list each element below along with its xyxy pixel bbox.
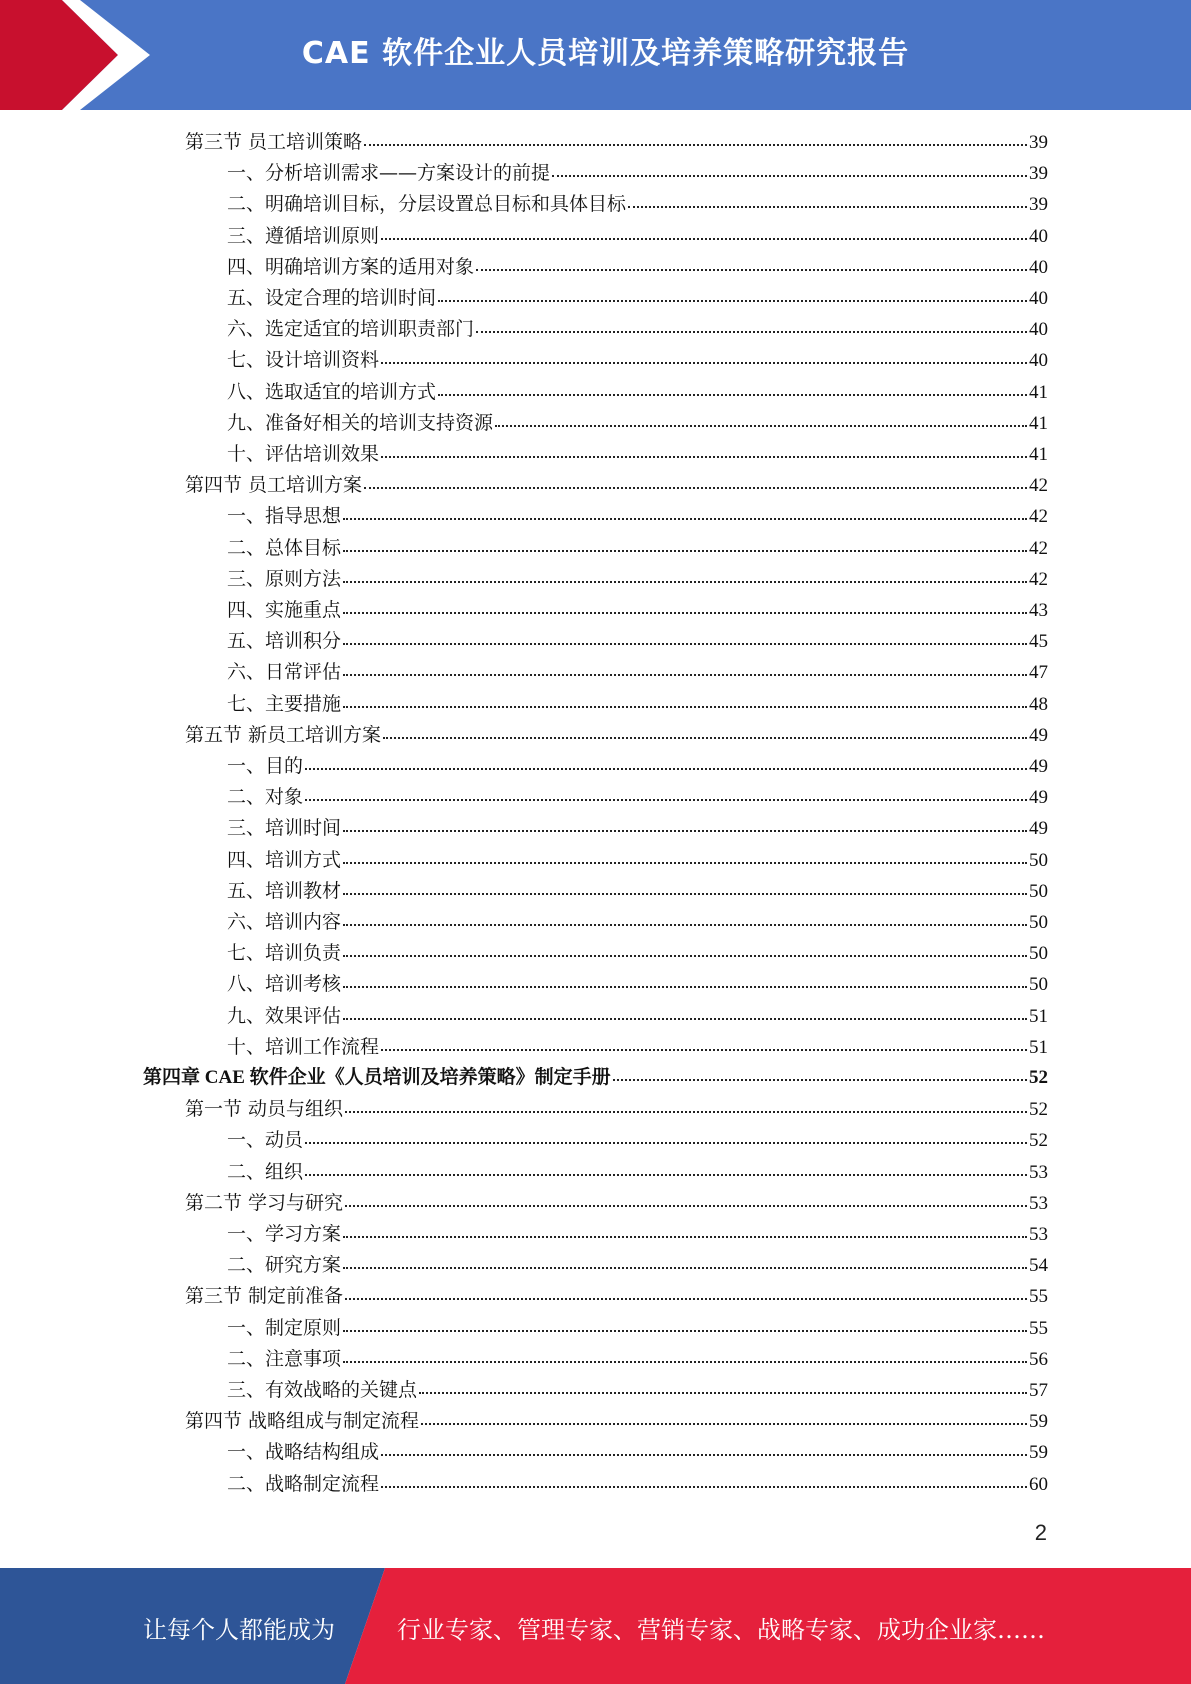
toc-entry[interactable]: [227, 1158, 1048, 1186]
dot-leader: [343, 816, 1027, 832]
toc-entry-page: 55: [1029, 1318, 1048, 1339]
dot-leader: [364, 130, 1027, 146]
toc-entry-label: 一、制定原则: [227, 1317, 342, 1339]
toc-entry-page: 50: [1029, 912, 1048, 933]
dot-leader: [343, 1004, 1027, 1020]
report-title: CAE 软件企业人员培训及培养策略研究报告: [301, 36, 910, 71]
toc-entry[interactable]: [227, 658, 1048, 686]
toc-entry-label: 七、主要措施: [227, 693, 342, 715]
toc-entry[interactable]: [227, 253, 1048, 281]
dot-leader: [438, 380, 1027, 396]
dot-leader: [343, 910, 1027, 926]
toc-entry-label: 四、实施重点: [227, 599, 342, 621]
toc-entry-label: 第一节 动员与组织: [185, 1098, 344, 1120]
toc-entry-page: 52: [1029, 1130, 1048, 1151]
toc-entry[interactable]: [185, 471, 1048, 499]
toc-entry-page: 41: [1029, 382, 1048, 403]
toc-entry[interactable]: [227, 1345, 1048, 1373]
dot-leader: [613, 1065, 1027, 1081]
dot-leader: [343, 1316, 1027, 1332]
dot-leader: [345, 1191, 1027, 1207]
toc-entry-label: 第二节 学习与研究: [185, 1192, 344, 1214]
toc-entry-label: 二、组织: [227, 1161, 304, 1183]
dot-leader: [343, 536, 1027, 552]
toc-entry-page: 59: [1029, 1442, 1048, 1463]
toc-entry-label: 十、评估培训效果: [227, 443, 380, 465]
toc-entry[interactable]: [227, 627, 1048, 655]
toc-entry-label: 二、战略制定流程: [227, 1473, 380, 1495]
toc-entry-label: 五、培训积分: [227, 630, 342, 652]
toc-entry-page: 40: [1029, 350, 1048, 371]
footer-banner: [0, 1568, 1191, 1684]
toc-entry-page: 53: [1029, 1193, 1048, 1214]
toc-entry[interactable]: [185, 128, 1048, 156]
toc-entry-label: 八、选取适宜的培训方式: [227, 381, 437, 403]
toc-entry-label: 一、动员: [227, 1129, 304, 1151]
toc-entry-page: 54: [1029, 1255, 1048, 1276]
toc-entry-page: 41: [1029, 413, 1048, 434]
toc-entry-label: 四、明确培训方案的适用对象: [227, 256, 475, 278]
dot-leader: [381, 1035, 1027, 1051]
dot-leader: [305, 785, 1027, 801]
toc-entry[interactable]: [227, 315, 1048, 343]
toc-entry-label: 五、培训教材: [227, 880, 342, 902]
toc-entry-label: 第四节 战略组成与制定流程: [185, 1410, 420, 1432]
dot-leader: [364, 473, 1027, 489]
toc-entry-label: 第三节 制定前准备: [185, 1285, 344, 1307]
dot-leader: [628, 192, 1027, 208]
toc-entry[interactable]: [227, 1251, 1048, 1279]
toc-entry-label: 四、培训方式: [227, 849, 342, 871]
toc-entry[interactable]: [227, 190, 1048, 218]
toc-entry[interactable]: [227, 284, 1048, 312]
toc-entry-label: 二、总体目标: [227, 537, 342, 559]
toc-entry[interactable]: [227, 783, 1048, 811]
toc-entry-page: 39: [1029, 163, 1048, 184]
toc-entry-label: 二、注意事项: [227, 1348, 342, 1370]
toc-entry[interactable]: [227, 1220, 1048, 1248]
toc-entry[interactable]: [227, 534, 1048, 562]
toc-entry-page: 40: [1029, 288, 1048, 309]
toc-entry-page: 47: [1029, 662, 1048, 683]
toc-entry[interactable]: [227, 814, 1048, 842]
dot-leader: [438, 286, 1027, 302]
toc-entry[interactable]: [227, 1126, 1048, 1154]
toc-entry-label: 六、培训内容: [227, 911, 342, 933]
toc-entry-page: 49: [1029, 787, 1048, 808]
toc-entry-page: 57: [1029, 1380, 1048, 1401]
toc-entry[interactable]: [227, 1376, 1048, 1404]
toc-entry-label: 九、准备好相关的培训支持资源: [227, 412, 494, 434]
toc-entry-label: 三、遵循培训原则: [227, 225, 380, 247]
toc-entry[interactable]: [227, 690, 1048, 718]
toc-entry-page: 48: [1029, 694, 1048, 715]
toc-entry[interactable]: [185, 1189, 1048, 1217]
footer-slogan-right: 行业专家、管理专家、营销专家、战略专家、成功企业家……: [397, 1616, 1045, 1644]
toc-entry[interactable]: [227, 939, 1048, 967]
toc-entry-page: 43: [1029, 600, 1048, 621]
dot-leader: [381, 348, 1027, 364]
dot-leader: [552, 161, 1027, 177]
dot-leader: [381, 224, 1027, 240]
toc-entry[interactable]: [227, 908, 1048, 936]
toc-entry-page: 59: [1029, 1411, 1048, 1432]
dot-leader: [383, 723, 1027, 739]
toc-entry-label: 七、设计培训资料: [227, 349, 380, 371]
toc-entry-label: 第三节 员工培训策略: [185, 131, 363, 153]
toc-entry[interactable]: [227, 159, 1048, 187]
toc-entry-label: 一、学习方案: [227, 1223, 342, 1245]
toc-entry-page: 39: [1029, 132, 1048, 153]
dot-leader: [305, 1160, 1027, 1176]
toc-entry-label: 五、设定合理的培训时间: [227, 287, 437, 309]
toc-entry[interactable]: [227, 596, 1048, 624]
dot-leader: [343, 629, 1027, 645]
dot-leader: [495, 411, 1027, 427]
toc-entry-label: 六、日常评估: [227, 661, 342, 683]
toc-entry[interactable]: [227, 1314, 1048, 1342]
toc-entry-page: 50: [1029, 943, 1048, 964]
toc-entry-page: 51: [1029, 1006, 1048, 1027]
toc-entry-page: 52: [1029, 1067, 1048, 1088]
toc-entry-page: 53: [1029, 1162, 1048, 1183]
toc-entry-label: 三、原则方法: [227, 568, 342, 590]
dot-leader: [343, 879, 1027, 895]
toc-entry-label: 三、有效战略的关键点: [227, 1379, 418, 1401]
toc-entry[interactable]: [227, 409, 1048, 437]
dot-leader: [343, 848, 1027, 864]
toc-entry-label: 二、明确培训目标，分层设置总目标和具体目标: [227, 193, 627, 215]
toc-entry-page: 52: [1029, 1099, 1048, 1120]
dot-leader: [345, 1097, 1027, 1113]
toc-entry[interactable]: [185, 1282, 1048, 1310]
dot-leader: [343, 692, 1027, 708]
dot-leader: [343, 504, 1027, 520]
toc-entry-label: 三、培训时间: [227, 817, 342, 839]
toc-entry-page: 50: [1029, 974, 1048, 995]
toc-entry-label: 九、效果评估: [227, 1005, 342, 1027]
toc-entry-page: 55: [1029, 1286, 1048, 1307]
toc-entry[interactable]: [185, 1095, 1048, 1123]
toc-entry[interactable]: [227, 222, 1048, 250]
toc-entry[interactable]: [227, 1470, 1048, 1498]
toc-entry-label: 第四节 员工培训方案: [185, 474, 363, 496]
toc-entry[interactable]: [227, 1438, 1048, 1466]
dot-leader: [343, 1347, 1027, 1363]
toc-entry-label: 二、研究方案: [227, 1254, 342, 1276]
toc-entry-page: 60: [1029, 1474, 1048, 1495]
dot-leader: [343, 660, 1027, 676]
toc-entry-label: 七、培训负责: [227, 942, 342, 964]
toc-entry-page: 40: [1029, 257, 1048, 278]
toc-entry[interactable]: [227, 346, 1048, 374]
toc-entry[interactable]: [185, 1407, 1048, 1435]
dot-leader: [305, 754, 1027, 770]
page-number: 2: [1034, 1520, 1047, 1545]
dot-leader: [476, 317, 1027, 333]
toc-entry-label: 第四章 CAE 软件企业《人员培训及培养策略》制定手册: [143, 1067, 611, 1088]
toc-entry-page: 50: [1029, 881, 1048, 902]
toc-entry[interactable]: [227, 846, 1048, 874]
toc-entry-label: 八、培训考核: [227, 973, 342, 995]
toc-entry[interactable]: [227, 877, 1048, 905]
toc-entry-page: 42: [1029, 506, 1048, 527]
toc-entry-label: 一、分析培训需求——方案设计的前提: [227, 162, 551, 184]
dot-leader: [381, 1440, 1027, 1456]
dot-leader: [343, 1222, 1027, 1238]
toc-entry-page: 40: [1029, 226, 1048, 247]
dot-leader: [343, 598, 1027, 614]
toc-entry[interactable]: [227, 752, 1048, 780]
toc-entry-page: 42: [1029, 569, 1048, 590]
toc-entry[interactable]: [227, 440, 1048, 468]
dot-leader: [343, 1253, 1027, 1269]
dot-leader: [343, 972, 1027, 988]
toc-entry-page: 41: [1029, 444, 1048, 465]
toc-entry[interactable]: [227, 1033, 1048, 1061]
toc-entry[interactable]: [227, 378, 1048, 406]
toc-entry-page: 56: [1029, 1349, 1048, 1370]
toc-entry-page: 50: [1029, 850, 1048, 871]
dot-leader: [305, 1128, 1027, 1144]
toc-entry-label: 六、选定适宜的培训职责部门: [227, 318, 475, 340]
toc-entry[interactable]: [185, 721, 1048, 749]
toc-entry-label: 一、指导思想: [227, 505, 342, 527]
toc-entry-label: 一、目的: [227, 755, 304, 777]
toc-entry-label: 一、战略结构组成: [227, 1441, 380, 1463]
dot-leader: [343, 567, 1027, 583]
toc-entry-label: 十、培训工作流程: [227, 1036, 380, 1058]
toc-entry[interactable]: [143, 1064, 1048, 1092]
toc-entry-page: 53: [1029, 1224, 1048, 1245]
dot-leader: [381, 442, 1027, 458]
toc-entry-page: 51: [1029, 1037, 1048, 1058]
toc-entry[interactable]: [227, 565, 1048, 593]
footer-slogan-left: 让每个人都能成为: [143, 1616, 335, 1644]
dot-leader: [345, 1284, 1027, 1300]
dot-leader: [381, 1472, 1027, 1488]
dot-leader: [343, 941, 1027, 957]
toc-entry-page: 49: [1029, 756, 1048, 777]
dot-leader: [421, 1409, 1027, 1425]
toc-entry-label: 二、对象: [227, 786, 304, 808]
toc-entry-page: 49: [1029, 818, 1048, 839]
toc-entry-page: 42: [1029, 475, 1048, 496]
toc-entry-page: 39: [1029, 194, 1048, 215]
toc-entry[interactable]: [227, 1002, 1048, 1030]
toc-entry-page: 40: [1029, 319, 1048, 340]
toc-entry[interactable]: [227, 502, 1048, 530]
toc-entry-label: 第五节 新员工培训方案: [185, 724, 382, 746]
header-banner: [0, 0, 1191, 110]
toc-entry-page: 42: [1029, 538, 1048, 559]
dot-leader: [476, 255, 1027, 271]
toc-entry-page: 49: [1029, 725, 1048, 746]
dot-leader: [419, 1378, 1027, 1394]
toc-entry-page: 45: [1029, 631, 1048, 652]
toc-entry[interactable]: [227, 970, 1048, 998]
